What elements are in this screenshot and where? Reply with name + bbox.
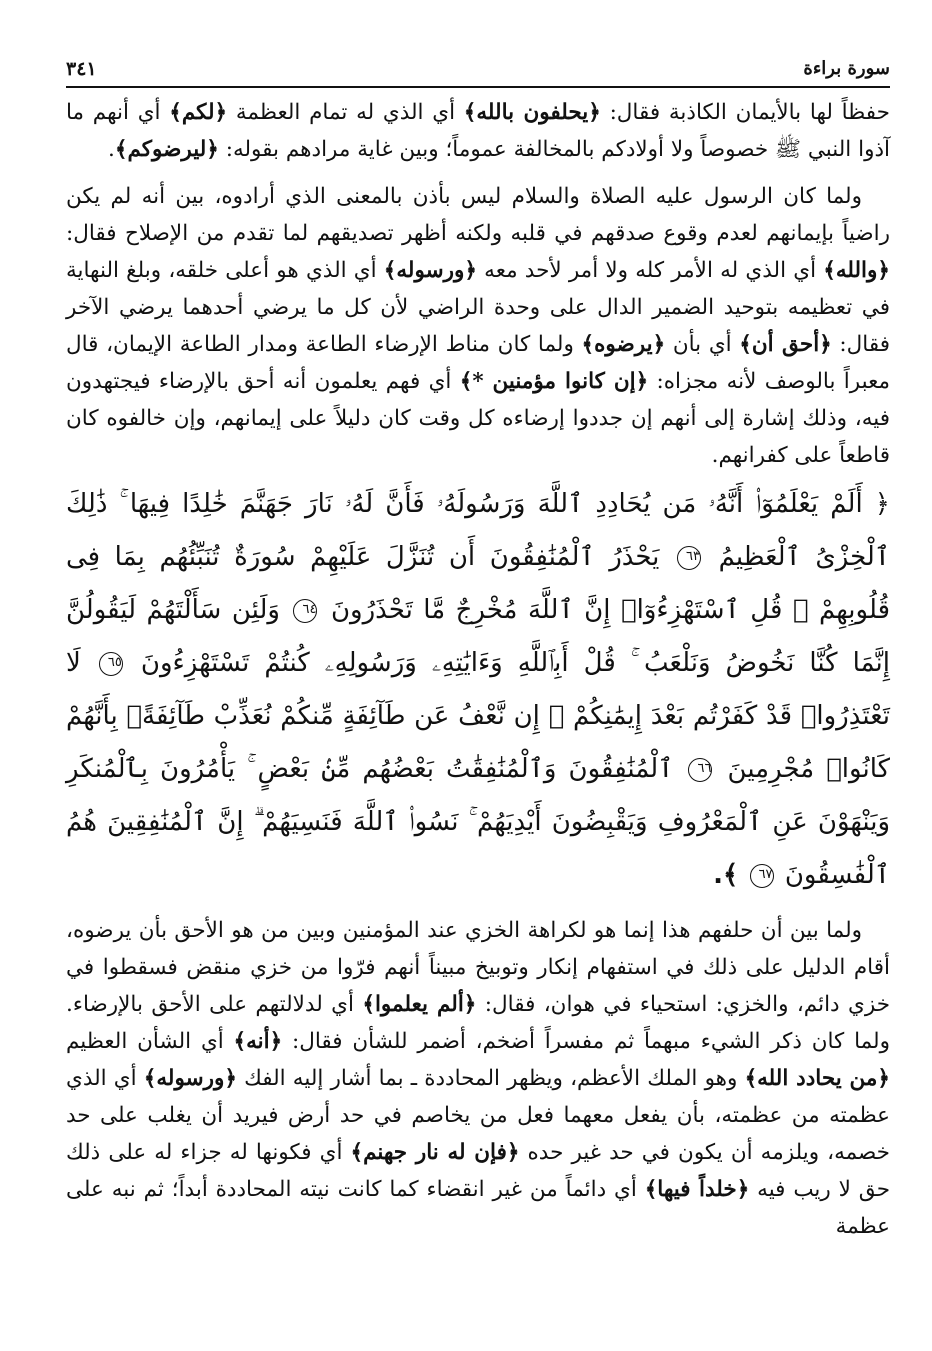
quoted-phrase: ﴿ألم يعلموا﴾ [362, 992, 477, 1017]
paragraph-3 [66, 912, 890, 1245]
body-text [66, 94, 890, 1245]
text-segment: ولما كان الرسول عليه الصلاة والسلام ليس بأذن بالمعنى الذي أرادوه، بين أنه لم يكن راضياً بإيمانهم لعدم وقوع صدقهم في قلبه ولكنه أظهر تصديقهم لما تقدم من الإصلاح فقال: [66, 184, 890, 246]
text-segment: أي الذي هو أعلى خلقه، وبلغ النهاية في تعظيمه بتوحيد الضمير الدال على وحدة الراضي لأن كل ما يرضي أحدهما يرضي الآخر فقال: [66, 258, 890, 357]
text-segment: أي فكونها له جزاء له على ذلك حق لا ريب فيه [66, 1140, 891, 1202]
text-segment: أي لدلالتهم على الأحق بالإرضاء. ولما كان ذكر الشيء مبهماً ثم مفسراً أضخم، أضمر للشأن فقال: [66, 992, 890, 1054]
sura-name: سورة براءة [803, 58, 890, 79]
text-segment: أي فهم يعلمون أنه أحق بالإرضاء فيجتهدون فيه، وذلك إشارة إلى أنهم إن جددوا إرضاءه كل وقت كان دليلاً على إيمانهم، وإن خالفوه كان قاطعاً على كفرانهم. [66, 369, 890, 468]
text-segment: أي دائماً من غير انقضاء كما كانت نيته المحاددة أبداً؛ ثم نبه على عظمة [66, 1177, 890, 1239]
text-segment: أي الذي عظمته من عظمته، بأن يفعل معهما فعل من يخاصم في حد أرض فيريد أن يغلب على حد خصمه، ويلزمه أن يكون في حد غير حده [66, 1066, 890, 1165]
quoted-phrase: ﴿أنه﴾ [233, 1029, 283, 1054]
quoted-phrase: ﴿يحلفون بالله﴾ [463, 100, 601, 125]
ayah-number-marker: ٦٥ [99, 652, 123, 676]
paragraph-2 [66, 178, 890, 474]
verse-close-bracket: ﴾. [713, 860, 739, 890]
quoted-phrase: ﴿والله﴾ [823, 258, 890, 283]
text-segment: أي الشأن العظيم [66, 1029, 234, 1054]
text-segment: وهو الملك الأعظم، ويظهر المحاددة ـ بما أشار إليه الفك [236, 1066, 745, 1091]
page [66, 52, 890, 1245]
verse-text: وَلَئِن سَأَلْتَهُمْ لَيَقُولُنَّ إِنَّمَا كُنَّا نَخُوضُ وَنَلْعَبُ ۚ قُلْ أَبِٱللَّهِ وَءَايَٰتِهِۦ وَرَسُولِهِۦ كُنتُمْ تَسْتَهْزِءُونَ [66, 595, 890, 678]
text-segment: ولما بين أن حلفهم هذا إنما هو لكراهة الخزي عند المؤمنين وبين من هو الأحق بأن يرضوه، أقام الدليل على ذلك في استفهام إنكار وتوبيخ مبيناً أنهم فرّوا من خزي منقض فسقطوا في خزي دائم، والخزي: استحياء في هوان، فقال: [66, 918, 890, 1017]
quoted-phrase: ﴿ورسوله﴾ [143, 1066, 237, 1091]
page-number: ٣٤١ [66, 58, 97, 80]
quoted-phrase: ﴿ليرضوكم﴾ [114, 137, 219, 162]
paragraph-1 [66, 94, 890, 168]
verse-text: يَحْذَرُ ٱلْمُنَٰفِقُونَ أَن تُنَزَّلَ عَلَيْهِمْ سُورَةٌ تُنَبِّئُهُم بِمَا فِى قُلُوبِهِمْ ۚ قُلِ ٱسْتَهْزِءُوٓا۟ إِنَّ ٱللَّهَ مُخْرِجٌ مَّا تَحْذَرُونَ [66, 542, 890, 625]
quoted-phrase: ﴿أحق أن﴾ [739, 332, 832, 357]
verse-text: لَا تَعْتَذِرُوا۟ قَدْ كَفَرْتُم بَعْدَ إِيمَٰنِكُمْ ۚ إِن نَّعْفُ عَن طَآئِفَةٍ مِّنكُمْ نُعَذِّبْ طَآئِفَةًۢ بِأَنَّهُمْ كَانُوا۟ مُجْرِمِينَ [66, 648, 891, 784]
quoted-phrase: ﴿يرضوه﴾ [581, 332, 666, 357]
text-segment: حفظاً لها بالأيمان الكاذبة فقال: [600, 100, 890, 125]
quoted-phrase: ﴿إن كانوا مؤمنين *﴾ [459, 369, 649, 394]
text-segment: ولما كان مناط الإرضاء الطاعة ومدار الطاعة الإيمان، قال معبراً بالوصف لأنه مجزاه: [66, 332, 890, 394]
text-segment: أي الذي له الأمر كله ولا أمر لأحد معه [476, 258, 824, 283]
quran-verses-block [66, 478, 890, 902]
quoted-phrase: ﴿لكم﴾ [169, 100, 228, 125]
ayah-number-marker: ٦٧ [750, 864, 774, 888]
verse-text: ﴿ أَلَمْ يَعْلَمُوٓا۟ أَنَّهُۥ مَن يُحَادِدِ ٱللَّهَ وَرَسُولَهُۥ فَأَنَّ لَهُۥ نَارَ جَهَنَّمَ خَٰلِدًا فِيهَا ۚ ذَٰلِكَ ٱلْخِزْىُ ٱلْعَظِيمُ [66, 489, 891, 572]
quoted-phrase: ﴿من يحادد الله﴾ [744, 1066, 891, 1091]
ayah-number-marker: ٦٤ [293, 599, 317, 623]
text-segment: . [108, 137, 115, 162]
verse-text: ٱلْمُنَٰفِقُونَ وَٱلْمُنَٰفِقَٰتُ بَعْضُهُم مِّنۢ بَعْضٍ ۚ يَأْمُرُونَ بِٱلْمُنكَرِ وَيَنْهَوْنَ عَنِ ٱلْمَعْرُوفِ وَيَقْبِضُونَ أَيْدِيَهُمْ ۚ نَسُوا۟ ٱللَّهَ فَنَسِيَهُمْ ۗ إِنَّ ٱلْمُنَٰفِقِينَ هُمُ ٱلْفَٰسِقُونَ [66, 754, 890, 890]
quoted-phrase: ﴿خلداً فيها﴾ [644, 1177, 750, 1202]
ayah-number-marker: ٦٦ [688, 758, 712, 782]
text-segment: أي بأن [665, 332, 740, 357]
text-segment: أي الذي له تمام العظمة [227, 100, 464, 125]
quoted-phrase: ﴿ورسوله﴾ [383, 258, 477, 283]
quoted-phrase: ﴿فإن له نار جهنم﴾ [350, 1140, 520, 1165]
text-segment: أي أنهم ما آذوا النبي ﷺ خصوصاً ولا أولادكم بالمخالفة عموماً؛ وبين غاية مرادهم بقوله: [66, 100, 890, 162]
page-header [66, 52, 890, 88]
ayah-number-marker: ٦٣ [677, 546, 701, 570]
